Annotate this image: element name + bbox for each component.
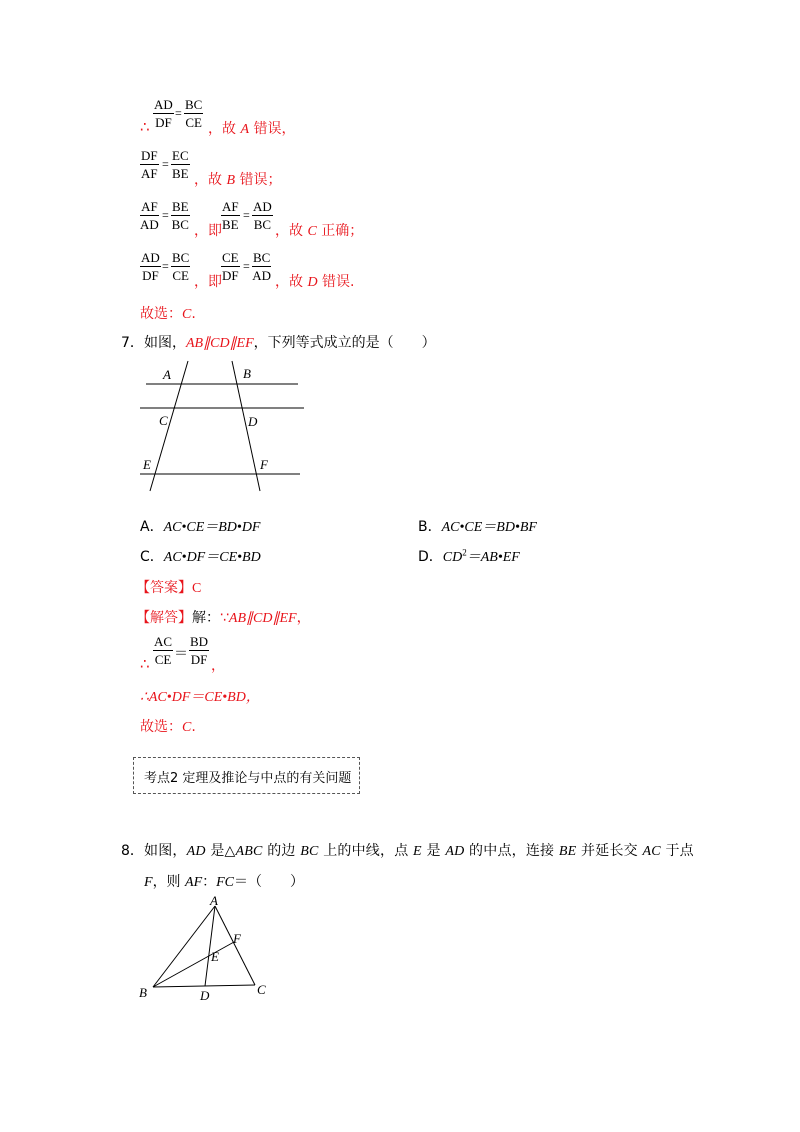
- fraction-be-bc: $\frac{BE}{BC}$: [171, 199, 189, 232]
- equals-sign: =: [243, 208, 250, 222]
- median-ad: [205, 906, 215, 986]
- fraction-af-be: $\frac{AF}{BE}$: [222, 199, 239, 232]
- equals-sign: ＝: [174, 647, 188, 662]
- fraction-bd-df: $\frac{BD}{DF}$: [190, 634, 209, 667]
- question-8-line-1: 如图，AD 是△ABC 的边 BC 上的中线，点 E 是 AD 的中点，连接 BE 并延长交 AC 于点: [144, 843, 694, 859]
- step4-conclusion: ，故 D 错误.: [275, 274, 355, 290]
- step3-conclusion: ，故 C 正确；: [275, 223, 364, 239]
- equals-sign: =: [162, 208, 169, 222]
- triangle-figure: [130, 890, 280, 1010]
- label-d: D: [248, 414, 258, 429]
- question-number: 8．: [121, 843, 144, 859]
- fraction-bc-ad: $\frac{BC}{AD}$: [252, 250, 272, 283]
- label-b: B: [243, 366, 251, 381]
- solution-line: 【解答】解：∵AB∥CD∥EF，: [136, 610, 311, 626]
- label-f: F: [260, 457, 268, 472]
- option-d[interactable]: D．$CD^2=AB•EF$: [418, 547, 520, 565]
- segment-bf: [153, 942, 234, 987]
- side-ab: [153, 906, 215, 987]
- fraction-ce-df: $\frac{CE}{DF}$: [222, 250, 239, 283]
- label-c: C: [257, 982, 266, 997]
- equals-sign: =: [162, 157, 169, 171]
- fraction-ad-bc: $\frac{AD}{BC}$: [253, 199, 272, 232]
- therefore-symbol: ∴: [140, 655, 150, 673]
- option-c[interactable]: C．AC•DF＝CE•BD: [140, 549, 261, 565]
- fraction-ad-df: $\frac{AD}{DF}$: [141, 250, 160, 283]
- equals-sign: =: [162, 259, 169, 273]
- fraction-comma: ，: [211, 658, 225, 674]
- label-f: F: [233, 931, 241, 946]
- step2-conclusion: ，故 B 错误；: [194, 172, 282, 188]
- answer-line: 【答案】C: [136, 580, 202, 596]
- equals-sign: =: [175, 106, 182, 120]
- section-title-box: [133, 757, 360, 794]
- parallel-lines-figure: [130, 355, 310, 495]
- fraction-ad-df: $\frac{AD}{DF}$: [154, 97, 173, 130]
- fraction-bc-ce: $\frac{BC}{CE}$: [172, 250, 190, 283]
- side-bc: [153, 985, 255, 987]
- question-8-line-2: F，则 AF：FC＝（ ）: [144, 874, 305, 890]
- final-answer: 故选：C.: [140, 719, 196, 735]
- label-c: C: [159, 413, 168, 428]
- option-a[interactable]: A．AC•CE＝BD•DF: [140, 519, 261, 535]
- label-b: B: [139, 985, 147, 1000]
- label-e: E: [211, 949, 219, 964]
- equals-sign: =: [243, 259, 250, 273]
- step4-mid: ，即: [194, 274, 222, 290]
- label-d: D: [200, 988, 210, 1003]
- question-number: 7．: [121, 335, 144, 351]
- fraction-ec-be: $\frac{EC}{BE}$: [172, 148, 189, 181]
- answer-line-q6: 故选：C.: [140, 306, 196, 322]
- conclusion-line: ∴AC•DF＝CE•BD，: [140, 690, 260, 705]
- fraction-df-af: $\frac{DF}{AF}$: [141, 148, 158, 181]
- fraction-af-ad: $\frac{AF}{AD}$: [140, 199, 159, 232]
- step3-mid: ，即: [194, 223, 222, 239]
- question-7-stem: 如图，AB∥CD∥EF，下列等式成立的是（ ）: [144, 335, 436, 351]
- step1-conclusion: ，故 A 错误，: [208, 121, 296, 137]
- fraction-ac-ce: $\frac{AC}{CE}$: [154, 634, 173, 667]
- therefore-symbol: ∴: [140, 118, 150, 136]
- option-b[interactable]: B．AC•CE＝BD•BF: [418, 519, 537, 535]
- fraction-bc-ce: $\frac{BC}{CE}$: [185, 97, 203, 130]
- section-title: 考点2 定理及推论与中点的有关问题: [144, 771, 352, 786]
- label-e: E: [143, 457, 151, 472]
- label-a: A: [163, 367, 171, 382]
- label-a: A: [210, 893, 218, 908]
